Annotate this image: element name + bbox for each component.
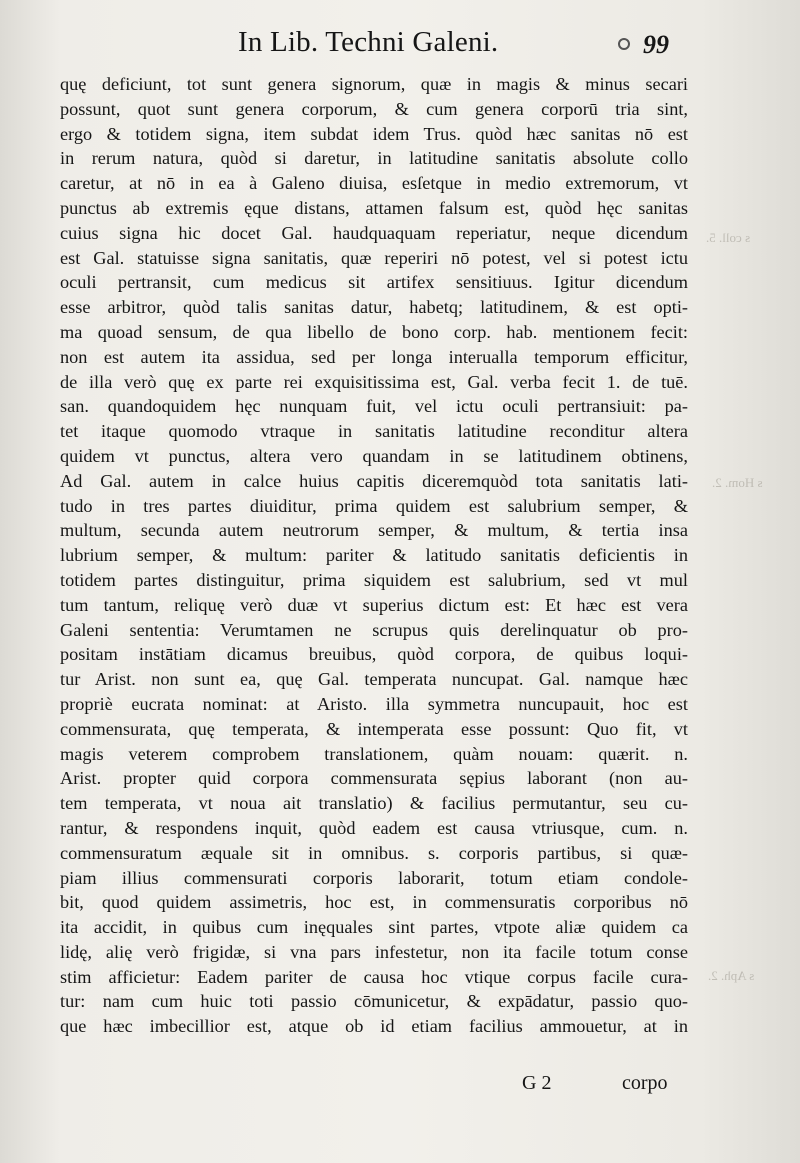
text-line: stim afficietur: Eadem pariter de causa hoc vtique corpus facile cura-	[60, 966, 688, 987]
text-line: quę deficiunt, tot sunt genera signorum, quæ in magis & minus secari	[60, 74, 688, 94]
text-line: tum tantum, reliquę verò duæ vt superius dictum est: Et hæc est vera	[60, 594, 688, 615]
text-line: commensurata, quę temperata, & intemperata esse possunt: Quo fit, vt	[60, 718, 688, 739]
text-line: ergo & totidem signa, item subdat idem Trus. quòd hæc sanitas nō est	[60, 123, 688, 144]
text-line: lidę, alię verò frigidæ, si vna pars infestetur, non ita facile totum conse	[60, 941, 688, 962]
text-line: multum, secunda autem neutrorum semper, & multum, & tertia insa	[60, 520, 688, 541]
text-line: magis veterem comprobem translationem, quàm nouam: quærit. n.	[60, 743, 688, 764]
text-line: tur Arist. non sunt ea, quę Gal. temperata nuncupat. Gal. namque hæc	[60, 669, 688, 690]
text-line: oculi pertransit, cum medicus sit artifex sensitiuus. Igitur dicendum	[60, 272, 688, 293]
catchword: corpo	[622, 1072, 668, 1094]
text-line: tet itaque quomodo vtraque in sanitatis latitudine reconditur altera	[60, 421, 688, 442]
ink-dot	[618, 38, 630, 50]
text-line: san. quandoquidem hęc nunquam fuit, vel ictu oculi pertransiuit: pa-	[60, 396, 688, 417]
text-line: bit, quod quidem assimetris, hoc est, in commensuratis corporibus nō	[60, 892, 688, 913]
text-line: non est autem ita assidua, sed per longa interualla temporum efficitur,	[60, 346, 688, 367]
text-line: punctus ab extremis ęque distans, attamen falsum est, quòd hęc sanitas	[60, 197, 688, 218]
text-line: caretur, at nō in ea à Galeno diuisa, esſetque in medio extremorum, vt	[60, 173, 688, 194]
running-title: In Lib. Techni Galeni.	[238, 26, 499, 58]
text-line: tem temperata, vt noua ait translatio) & facilius permutantur, seu cu-	[60, 793, 688, 814]
text-line: rantur, & respondens inquit, quòd eadem est causa vtriusque, cum. n.	[60, 817, 688, 838]
text-line: in rerum natura, quòd si daretur, in latitudine sanitatis absolute collo	[60, 148, 688, 169]
body-text	[60, 72, 688, 1039]
signature-mark: G 2	[522, 1072, 552, 1094]
text-line: Galeni sententia: Verumtamen ne scrupus quis derelinquatur ob pro-	[60, 619, 688, 640]
bleed-through-note-2: s Hom. 2.	[712, 475, 763, 490]
text-line: totidem partes distinguitur, prima siquidem est salubrium, sed vt mul	[60, 569, 688, 590]
text-line: de illa verò quę ex parte rei exquisitissima est, Gal. verba fecit 1. de tuē.	[60, 371, 688, 392]
bleed-through-note-1: s coll. 5.	[706, 230, 751, 245]
page-number: 99	[643, 30, 669, 59]
text-line: ita accidit, in quibus cum inęquales sint partes, vtpote aliæ quidem ca	[60, 917, 688, 938]
text-line: quidem vt punctus, altera vero quandam in se latitudinem obtinens,	[60, 445, 688, 466]
text-line: commensuratum æquale sit in omnibus. s. corporis partibus, si quæ-	[60, 842, 688, 863]
text-line: piam illius commensurati corporis laborarit, totum etiam condole-	[60, 867, 688, 888]
text-line: tudo in tres partes diuiditur, prima quidem est salubrium semper, &	[60, 495, 688, 516]
text-line: cuius signa hic docet Gal. haudquaquam reperiatur, neque dicendum	[60, 222, 688, 243]
page-header	[0, 22, 800, 66]
text-line: Arist. propter quid corpora commensurata sępius laborant (non au-	[60, 768, 688, 789]
text-line: tur: nam cum huic toti passio cōmunicetur, & expādatur, passio quo-	[60, 991, 688, 1012]
text-line: propriè eucrata nominat: at Aristo. illa symmetra nuncupauit, hoc est	[60, 693, 688, 714]
text-line: ma quoad sensum, de qua libello de bono corp. hab. mentionem fecit:	[60, 321, 688, 342]
text-line: lubrium semper, & multum: pariter & latitudo sanitatis deficientis in	[60, 545, 688, 566]
text-line: positam instātiam dicamus breuibus, quòd corpora, de quibus loqui-	[60, 644, 688, 665]
bleed-through-note-3: s Aph. 2.	[708, 968, 755, 983]
text-line: possunt, quot sunt genera corporum, & cum genera corporū tria sint,	[60, 98, 688, 119]
text-line: est Gal. statuisse signa sanitatis, quæ reperiri nō potest, vel si potest ictu	[60, 247, 688, 268]
text-line: Ad Gal. autem in calce huius capitis diceremquòd tota sanitatis lati-	[60, 470, 688, 491]
text-line: que hæc imbecillior est, atque ob id etiam facilius ammouetur, at in	[60, 1016, 688, 1037]
text-line: esse arbitror, quòd talis sanitas datur, habetq; latitudinem, & est opti-	[60, 297, 688, 318]
